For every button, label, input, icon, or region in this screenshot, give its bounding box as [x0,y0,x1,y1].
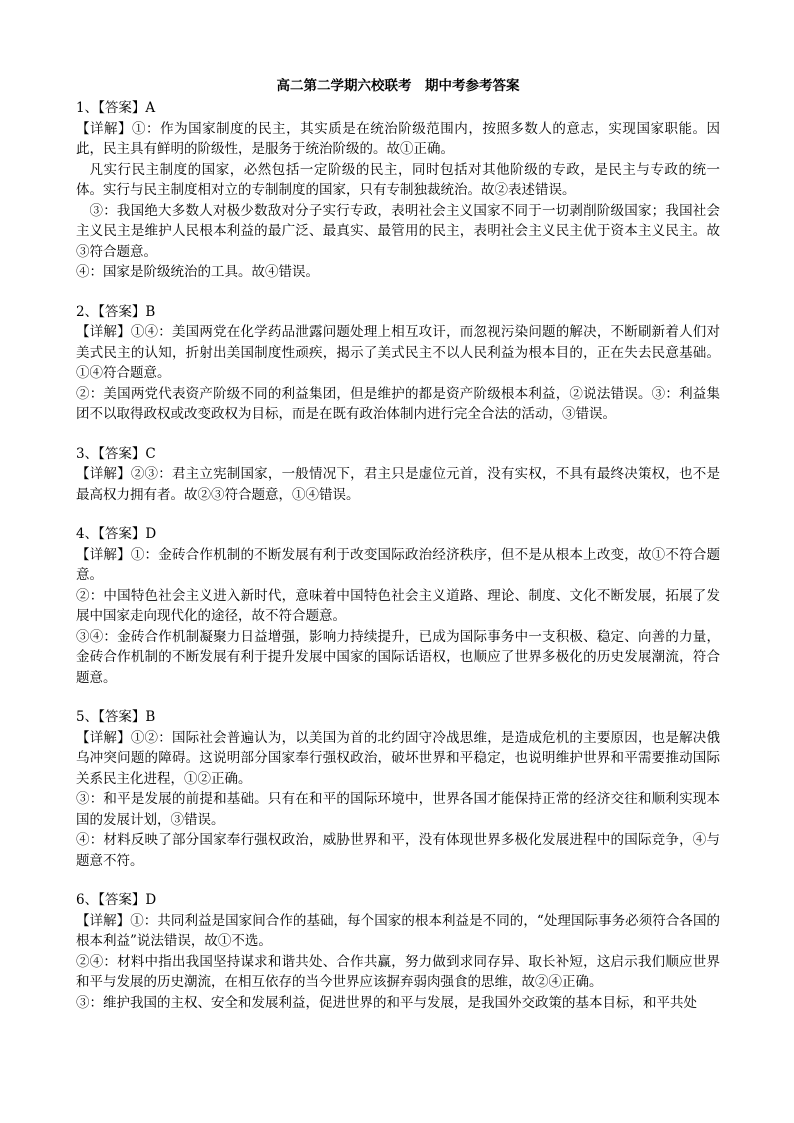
answer-line: 1、【答案】A [76,100,156,116]
explanation-label: 【详解】 [76,912,131,929]
question-block [76,444,720,506]
answer-line: 6、【答案】D [76,892,157,908]
explanation-paragraph [76,160,720,201]
answer-line: 2、【答案】B [76,303,156,320]
explanation-text: ①②：国际社会普遍认为，以美国为首的北约固守冷战思维，是造成危机的主要原因，也是解决俄乌冲突问题的障碍。这说明部分国家奉行强权政治，破坏世界和平稳定，也说明维护世界和平需要推动国际关系民主化进程，①②正确。 [76,729,721,787]
explanation-label: 【详解】 [76,729,131,746]
questions-list [76,98,720,1013]
explanation-paragraph [76,545,720,586]
explanation-text: 凡实行民主制度的国家，必然包括一定阶级的民主，同时包括对其他阶级的专政，是民主与专政的统一体。实行与民主制度相对立的专制制度的国家，只有专制独裁统治。故②表述错误。 [76,161,720,198]
answer-line: 3、【答案】C [76,445,156,462]
explanation-paragraph [76,322,720,384]
explanation-paragraph [76,952,720,993]
question-block [76,707,720,871]
explanation-text: ②④：材料中指出我国坚持谋求和谐共处、合作共赢，努力做到求同存异、取长补短，这启示我们顺应世界和平与发展的历史潮流，在相互依存的当今世界应该摒弃弱肉强食的思维，故②④正确。 [76,953,720,990]
explanation-text: ②：美国两党代表资产阶级不同的利益集团，但是维护的都是资产阶级根本利益，②说法错误。③：利益集团不以取得政权或改变政权为目标，而是在既有政治体制内进行完全合法的活动，③错误。 [76,385,720,422]
explanation-paragraph [76,119,720,160]
answer-line: 5、【答案】B [76,709,156,725]
explanation-paragraph [76,789,720,830]
explanation-text: ①：作为国家制度的民主，其实质是在统治阶级范围内，按照多数人的意志，实现国家职能。因此，民主具有鲜明的阶级性，是服务于统治阶级的。故①正确。 [76,120,721,157]
explanation-text: ②③：君主立宪制国家，一般情况下，君主只是虚位元首，没有实权，不具有最终决策权，也不是最高权力拥有者。故②③符合题意，①④错误。 [76,466,721,503]
page-title: 高二第二学期六校联考 期中考参考答案 [276,78,520,94]
explanation-paragraph [76,586,720,627]
explanation-text: ①④：美国两党在化学药品泄露问题处理上相互攻讦，而忽视污染问题的解决，不断刷新着人们对美式民主的认知，折射出美国制度性顽疾，揭示了美式民主不以人民利益为根本目的，正在失去民意基础。①④符合题意。 [76,324,721,381]
explanation-text: ①：共同利益是国家间合作的基础，每个国家的根本利益是不同的，“处理国际事务必须符合各国的根本利益”说法错误，故①不选。 [76,912,721,949]
explanation-paragraph [76,911,720,952]
explanation-paragraph [76,201,720,263]
explanation-label: 【详解】 [76,324,131,340]
answer-document [76,76,720,1032]
question-block [76,524,720,688]
explanation-label: 【详解】 [76,466,131,482]
explanation-paragraph [76,384,720,425]
explanation-text: ④：国家是阶级统治的工具。故④错误。 [76,264,319,280]
explanation-text: ①：金砖合作机制的不断发展有利于改变国际政治经济秩序，但不是从根本上改变，故①不符合题意。 [76,546,721,583]
explanation-text: ③：我国绝大多数人对极少数敌对分子实行专政，表明社会主义国家不同于一切剥削阶级国家；我国社会主义民主是维护人民根本利益的最广泛、最真实、最管用的民主，表明社会主义民主优于资本主义民主。故③符合题意。 [76,202,720,260]
explanation-paragraph [76,464,720,505]
explanation-paragraph [76,728,720,790]
explanation-text: ③：维护我国的主权、安全和发展利益，促进世界的和平与发展，是我国外交政策的基本目标，和平共处 [76,994,697,1011]
explanation-paragraph [76,627,720,689]
explanation-label: 【详解】 [76,546,131,563]
answer-line: 4、【答案】D [76,526,157,542]
explanation-paragraph [76,993,720,1014]
explanation-paragraph [76,830,720,871]
explanation-text: ③：和平是发展的前提和基础。只有在和平的国际环境中，世界各国才能保持正常的经济交往和顺利实现本国的发展计划，③错误。 [76,791,720,828]
question-block [76,302,720,425]
explanation-text: ④：材料反映了部分国家奉行强权政治，威胁世界和平，没有体现世界多极化发展进程中的国际竞争，④与题意不符。 [76,832,720,869]
explanation-text: ③④：金砖合作机制凝聚力日益增强，影响力持续提升，已成为国际事务中一支积极、稳定、向善的力量，金砖合作机制的不断发展有利于提升发展中国家的国际话语权，也顺应了世界多极化的历史发展潮流，符合题意。 [76,628,720,686]
explanation-text: ②：中国特色社会主义进入新时代，意味着中国特色社会主义道路、理论、制度、文化不断发展，拓展了发展中国家走向现代化的途径，故不符合题意。 [76,587,720,624]
question-block [76,98,720,283]
explanation-paragraph [76,262,720,283]
question-block [76,890,720,1013]
explanation-label: 【详解】 [76,120,133,137]
